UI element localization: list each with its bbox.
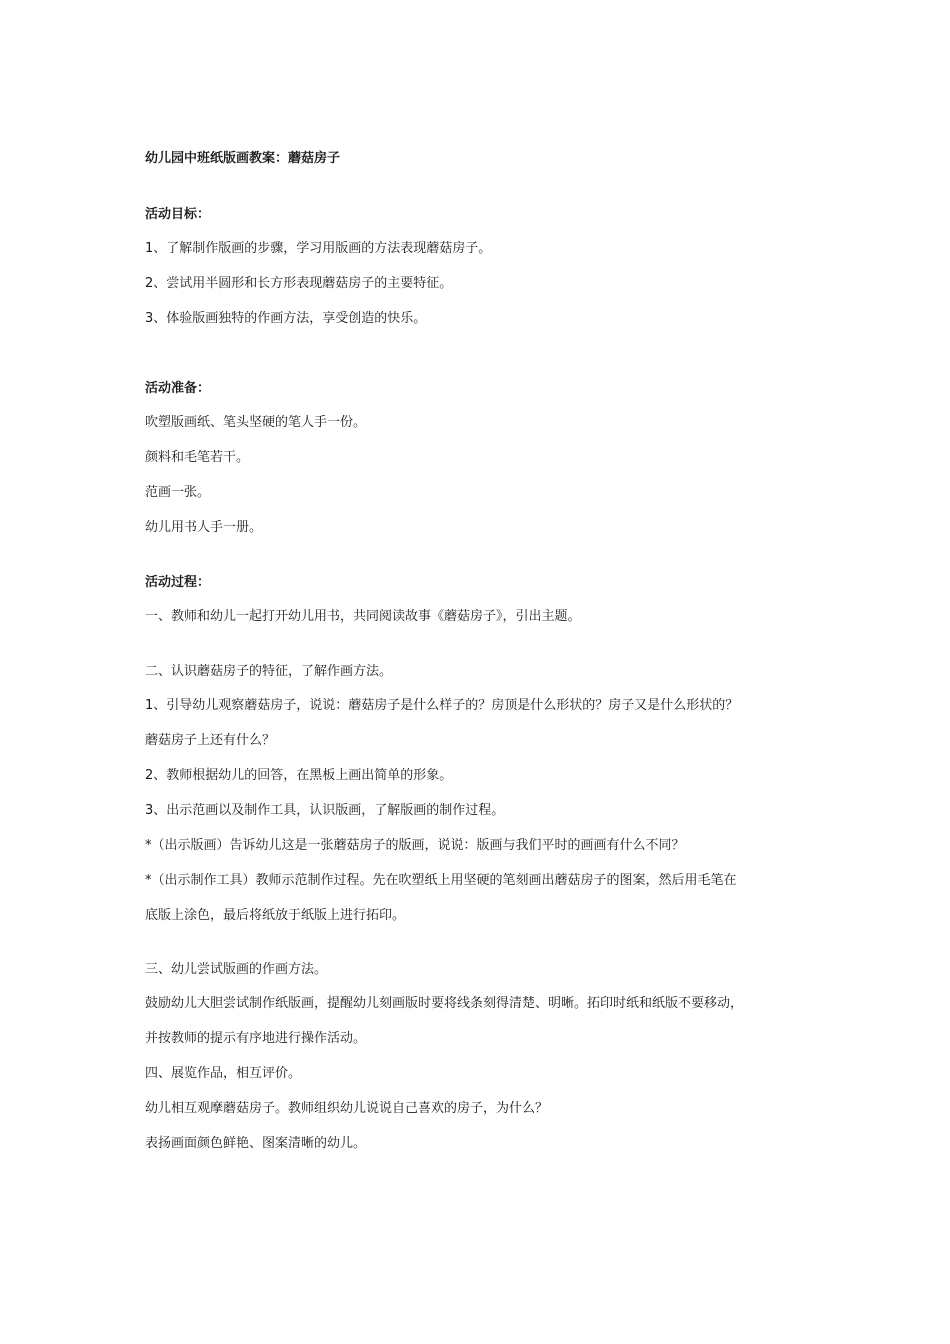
process-line: 鼓励幼儿大胆尝试制作纸版画，提醒幼儿刻画版时要将线条刻得清楚、明晰。拓印时纸和纸版不要移动， (145, 996, 744, 1011)
preparation-item: 幼儿用书人手一册。 (145, 520, 263, 535)
goal-item: 3、体验版画独特的作画方法，享受创造的快乐。 (145, 311, 427, 326)
process-line: 四、展览作品，相互评价。 (145, 1066, 302, 1081)
preparation-item: 吹塑版画纸、笔头坚硬的笔人手一份。 (145, 415, 367, 430)
process-line: *（出示版画）告诉幼儿这是一张蘑菇房子的版画，说说：版画与我们平时的画画有什么不同？ (145, 838, 685, 853)
process-line: 底版上涂色，最后将纸放于纸版上进行拓印。 (145, 908, 406, 923)
goal-item: 1、了解制作版画的步骤，学习用版画的方法表现蘑菇房子。 (145, 241, 492, 256)
process-line: 2、教师根据幼儿的回答，在黑板上画出简单的形象。 (145, 768, 453, 783)
process-line: 1、引导幼儿观察蘑菇房子，说说：蘑菇房子是什么样子的？房顶是什么形状的？房子又是什么形状的？ (145, 698, 739, 713)
process-line: 幼儿相互观摩蘑菇房子。教师组织幼儿说说自己喜欢的房子，为什么？ (145, 1101, 549, 1116)
preparation-heading: 活动准备： (145, 381, 211, 396)
process-line: 并按教师的提示有序地进行操作活动。 (145, 1031, 367, 1046)
process-line: 表扬画面颜色鲜艳、图案清晰的幼儿。 (145, 1136, 367, 1151)
process-line: 3、出示范画以及制作工具，认识版画，了解版画的制作过程。 (145, 803, 505, 818)
preparation-item: 范画一张。 (145, 485, 211, 500)
process-line: 二、认识蘑菇房子的特征，了解作画方法。 (145, 664, 393, 679)
document-title: 幼儿园中班纸版画教案：蘑菇房子 (145, 151, 341, 166)
process-line: 三、幼儿尝试版画的作画方法。 (145, 962, 328, 977)
goals-heading: 活动目标： (145, 207, 211, 222)
process-line: 蘑菇房子上还有什么？ (145, 733, 276, 748)
process-line: *（出示制作工具）教师示范制作过程。先在吹塑纸上用坚硬的笔刻画出蘑菇房子的图案，然后用毛笔在 (145, 873, 737, 888)
goal-item: 2、尝试用半圆形和长方形表现蘑菇房子的主要特征。 (145, 276, 453, 291)
process-line: 一、教师和幼儿一起打开幼儿用书，共同阅读故事《蘑菇房子》，引出主题。 (145, 609, 581, 624)
preparation-item: 颜料和毛笔若干。 (145, 450, 250, 465)
process-heading: 活动过程： (145, 575, 211, 590)
